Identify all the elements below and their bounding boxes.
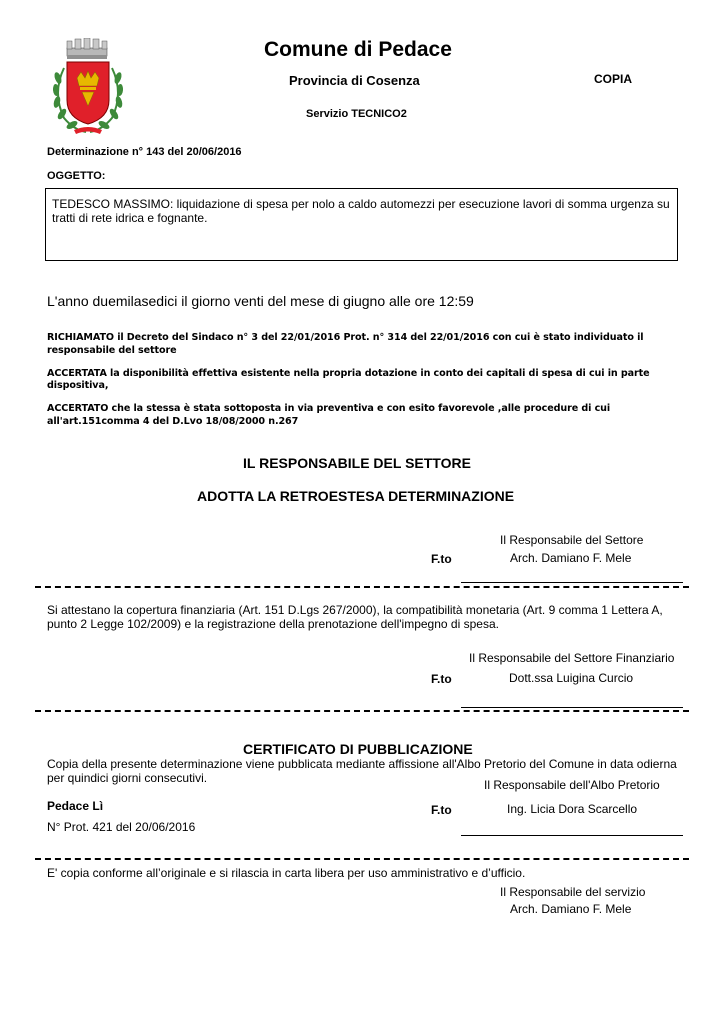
sign1-name: Arch. Damiano F. Mele [510,551,632,565]
richiamato-line2: responsabile del settore [47,345,177,356]
heading-adotta: ADOTTA LA RETROESTESA DETERMINAZIONE [197,488,515,504]
certificato-title: CERTIFICATO DI PUBBLICAZIONE [243,741,473,757]
separator-2 [35,710,689,712]
coat-of-arms-emblem [50,38,126,138]
richiamato-line1: RICHIAMATO il Decreto del Sindaco n° 3 del 22/01/2016 Prot. n° 314 del 22/01/2016 con cui è stato individuato il [47,332,644,343]
oggetto-label: OGGETTO: [47,170,106,182]
accertata-line1: ACCERTATA la disponibilità effettiva esistente nella propria dotazione in conto dei capitali di spesa di cui in parte [47,368,650,379]
determinazione-number: Determinazione n° 143 del 20/06/2016 [47,146,242,158]
comune-title: Comune di Pedace [264,38,452,61]
sign3-line [461,835,683,836]
intro-sentence: L'anno duemilasedici il giorno venti del mese di giugno alle ore 12:59 [47,293,474,309]
attestazione-line1: Si attestano la copertura finanziaria (Art. 151 D.Lgs 267/2000), la compatibilità monetaria (Art. 9 comma 1 Lettera A, [47,603,663,617]
sign2-name: Dott.ssa Luigina Curcio [509,671,634,685]
certificato-name: Ing. Licia Dora Scarcello [507,802,638,816]
coat-of-arms-icon [50,38,126,138]
copia-conforme-text: E' copia conforme all’originale e si rilascia in carta libera per uso amministrativo e d’ufficio. [47,866,526,880]
certificato-line2: per quindici giorni consecutivi. [47,771,208,785]
accertata-line2: dispositiva, [47,380,109,391]
oggetto-text: TEDESCO MASSIMO: liquidazione di spesa per nolo a caldo automezzi per esecuzione lavori di somma urgenza su tratti di rete idrica e fognante. [52,197,670,225]
servizio-label: Servizio TECNICO2 [306,108,407,120]
accertato-line2: all'art.151comma 4 del D.Lvo 18/08/2000 n.267 [47,416,299,427]
oggetto-box [45,188,678,261]
heading-responsabile: IL RESPONSABILE DEL SETTORE [243,455,471,471]
certificato-role: Il Responsabile dell'Albo Pretorio [484,778,660,792]
copia-label: COPIA [594,72,633,86]
separator-1 [35,586,689,588]
copia-conforme-name: Arch. Damiano F. Mele [510,902,632,916]
sign2-fto: F.to [431,672,452,686]
pedace-li: Pedace Lì [47,799,104,813]
certificato-line1: Copia della presente determinazione viene pubblicata mediante affissione all'Albo Pretorio del Comune in data odierna [47,757,677,771]
sign1-fto: F.to [431,552,452,566]
sign2-line [461,707,683,708]
separator-3 [35,858,689,860]
attestazione-line2: punto 2 Legge 102/2009) e la registrazione della prenotazione dell'impegno di spesa. [47,617,499,631]
protocollo: N° Prot. 421 del 20/06/2016 [47,820,196,834]
sign1-role: Il Responsabile del Settore [500,533,644,547]
copia-conforme-role: Il Responsabile del servizio [500,885,646,899]
provincia-label: Provincia di Cosenza [289,73,420,88]
sign1-line [461,582,683,583]
certificato-fto: F.to [431,803,452,817]
accertato-line1: ACCERTATO che la stessa è stata sottoposta in via preventiva e con esito favorevole ,alle procedure di cui [47,403,611,414]
sign2-role: Il Responsabile del Settore Finanziario [469,651,675,665]
